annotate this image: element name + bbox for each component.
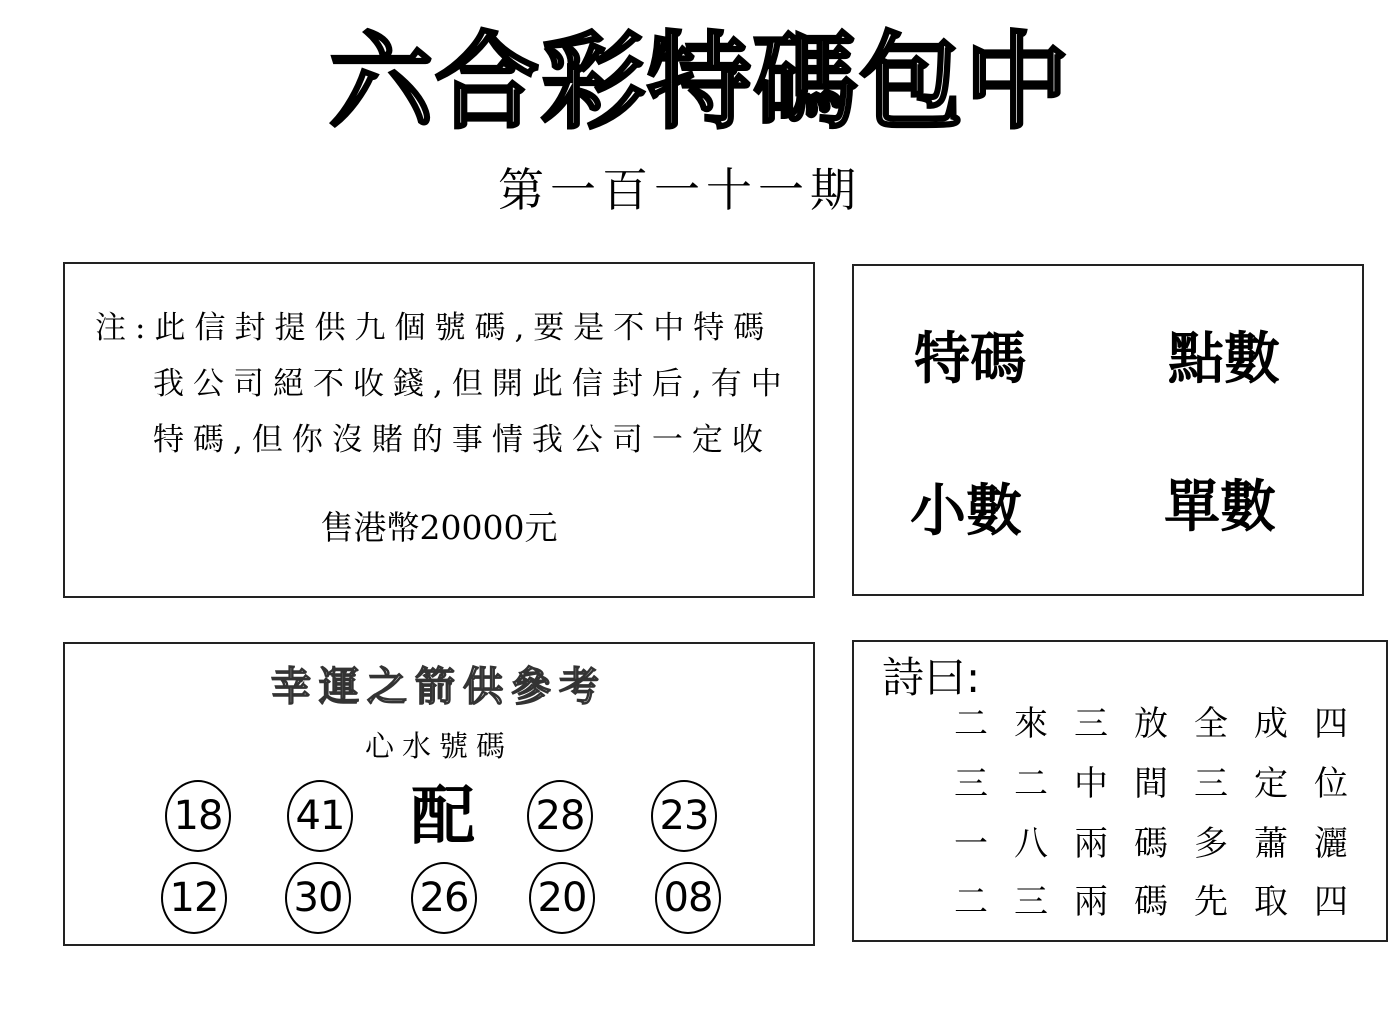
- number-ball: 18: [165, 780, 231, 852]
- number-ball: 41: [287, 780, 353, 852]
- number-ball: 20: [529, 862, 595, 934]
- poem-line-2: 三二中間三定位: [954, 764, 1374, 804]
- poem-line-1: 二來三放全成四: [954, 704, 1374, 744]
- poem-label: 詩曰:: [882, 653, 981, 702]
- category-small: 小數: [910, 479, 1022, 544]
- number-ball: 08: [655, 862, 721, 934]
- number-ball: 23: [651, 780, 717, 852]
- number-ball: 28: [527, 780, 593, 852]
- note-box: [63, 262, 815, 598]
- pair-mark: 配: [411, 779, 475, 854]
- category-points: 點數: [1168, 327, 1280, 392]
- category-special-number: 特碼: [914, 327, 1026, 392]
- issue-period: 第一百一十一期: [498, 163, 862, 217]
- poem-box: [852, 640, 1388, 942]
- number-ball: 12: [161, 862, 227, 934]
- categories-box: [852, 264, 1364, 596]
- lucky-numbers-box: [63, 642, 815, 946]
- number-ball: 30: [285, 862, 351, 934]
- page-title: 六合彩特碼包中: [328, 20, 1071, 143]
- number-ball: 26: [411, 862, 477, 934]
- lucky-subtitle: 心水號碼: [364, 729, 513, 763]
- category-odd: 單數: [1164, 475, 1276, 540]
- poem-line-3: 一八兩碼多蕭灑: [954, 824, 1374, 864]
- note-line-1: 注:此信封提供九個號碼,要是不中特碼: [95, 310, 774, 346]
- note-line-3: 特碼,但你沒賭的事情我公司一定收: [153, 422, 772, 458]
- note-line-2: 我公司絕不收錢,但開此信封后,有中: [153, 366, 791, 402]
- price-text: 售港幣20000元: [320, 508, 558, 547]
- lucky-title: 幸運之箭供參考: [271, 663, 607, 710]
- poem-line-4: 二三兩碼先取四: [954, 882, 1374, 922]
